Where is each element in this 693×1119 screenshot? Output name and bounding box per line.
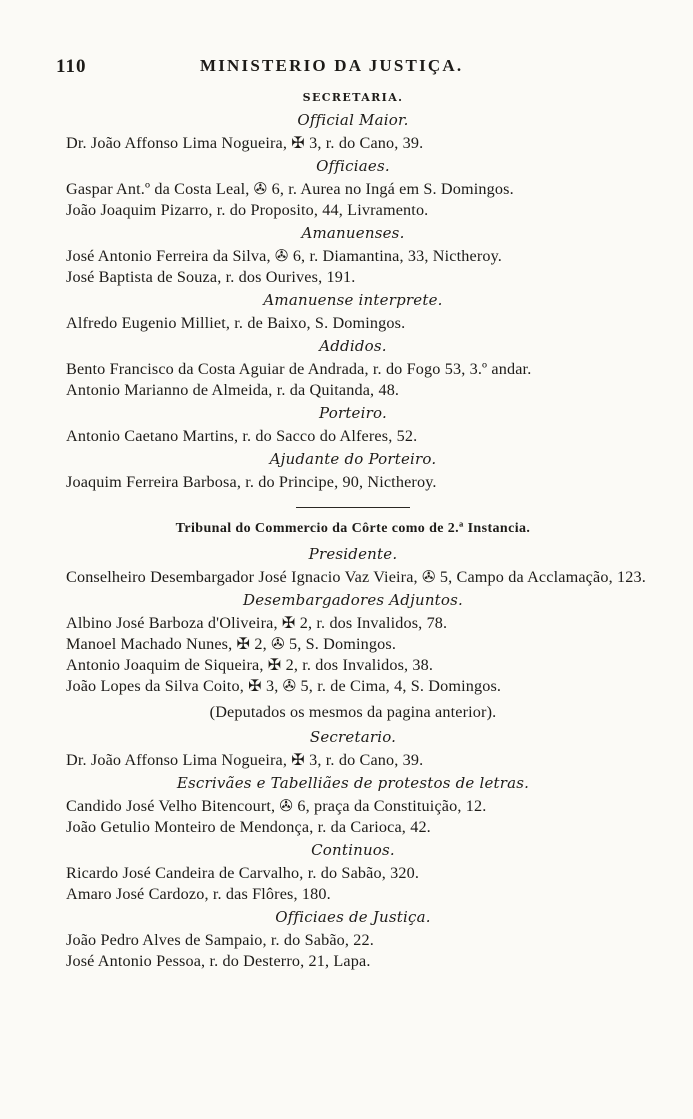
role-ajudante-porteiro: Ajudante do Porteiro. (269, 450, 437, 468)
section-heading-tribunal: Tribunal do Commercio da Côrte como de 2.ª Instancia. (175, 521, 531, 536)
entry-official-justica: José Antonio Pessoa, r. do Desterro, 21, Lapa. (66, 952, 371, 970)
entry-escrivao: Candido José Velho Bitencourt, ✇ 6, praça da Constituição, 12. (66, 797, 487, 815)
entry-addido: Bento Francisco da Costa Aguiar de Andrada, r. do Fogo 53, 3.º andar. (66, 360, 532, 378)
entry-continuo: Ricardo José Candeira de Carvalho, r. do Sabão, 320. (66, 864, 420, 882)
entry-interprete: Alfredo Eugenio Milliet, r. de Baixo, S. Domingos. (66, 314, 406, 332)
role-porteiro: Porteiro. (319, 404, 387, 422)
entry-official: Gaspar Ant.º da Costa Leal, ✇ 6, r. Aurea no Ingá em S. Domingos. (66, 180, 514, 198)
deputados-note: (Deputados os mesmos da pagina anterior). (209, 703, 497, 721)
role-official-maior: Official Maior. (297, 111, 409, 129)
entry-addido: Antonio Marianno de Almeida, r. da Quitanda, 48. (66, 381, 400, 399)
page-body (58, 88, 648, 972)
entry-official: João Joaquim Pizarro, r. do Proposito, 44, Livramento. (66, 201, 429, 219)
entry-escrivao: João Getulio Monteiro de Mendonça, r. da Carioca, 42. (66, 818, 431, 836)
entry-secretario: Dr. João Affonso Lima Nogueira, ✠ 3, r. do Cano, 39. (66, 751, 424, 769)
role-secretario: Secretario. (309, 728, 397, 746)
running-title: MINISTERIO DA JUSTIÇA. (200, 56, 464, 75)
section-heading-secretaria: SECRETARIA. (302, 91, 404, 104)
role-officiaes-justica: Officiaes de Justiça. (275, 908, 431, 926)
entry-continuo: Amaro José Cardozo, r. das Flôres, 180. (66, 885, 331, 903)
entry-desembargador: João Lopes da Silva Coito, ✠ 3, ✇ 5, r. de Cima, 4, S. Domingos. (66, 677, 502, 695)
entry-amanuense: José Antonio Ferreira da Silva, ✇ 6, r. Diamantina, 33, Nictheroy. (66, 247, 503, 265)
page-header (56, 56, 496, 82)
entry-official-justica: João Pedro Alves de Sampaio, r. do Sabão, 22. (66, 931, 374, 949)
role-amanuense-interprete: Amanuense interprete. (263, 291, 443, 309)
entry-amanuense: José Baptista de Souza, r. dos Ourives, 191. (66, 268, 356, 286)
role-presidente: Presidente. (308, 545, 398, 563)
entry-desembargador: Antonio Joaquim de Siqueira, ✠ 2, r. dos Invalidos, 38. (66, 656, 434, 674)
entry-desembargador: Manoel Machado Nunes, ✠ 2, ✇ 5, S. Domingos. (66, 635, 397, 653)
entry-ajudante-porteiro: Joaquim Ferreira Barbosa, r. do Principe, 90, Nictheroy. (66, 473, 437, 491)
page-number: 110 (56, 56, 87, 77)
entry-desembargador: Albino José Barboza d'Oliveira, ✠ 2, r. dos Invalidos, 78. (66, 614, 448, 632)
role-desembargadores: Desembargadores Adjuntos. (242, 591, 464, 609)
entry-porteiro: Antonio Caetano Martins, r. do Sacco do Alferes, 52. (66, 427, 418, 445)
entry-official-maior: Dr. João Affonso Lima Nogueira, ✠ 3, r. do Cano, 39. (66, 134, 424, 152)
role-continuos: Continuos. (311, 841, 395, 859)
role-escrivaes: Escrivães e Tabelliães de protestos de letras. (176, 774, 530, 792)
entry-presidente: Conselheiro Desembargador José Ignacio Vaz Vieira, ✇ 5, Campo da Acclamação, 123. (66, 568, 646, 586)
role-amanuenses: Amanuenses. (301, 224, 405, 242)
role-addidos: Addidos. (319, 337, 387, 355)
role-officiaes: Officiaes. (316, 157, 390, 175)
section-divider (296, 507, 410, 508)
